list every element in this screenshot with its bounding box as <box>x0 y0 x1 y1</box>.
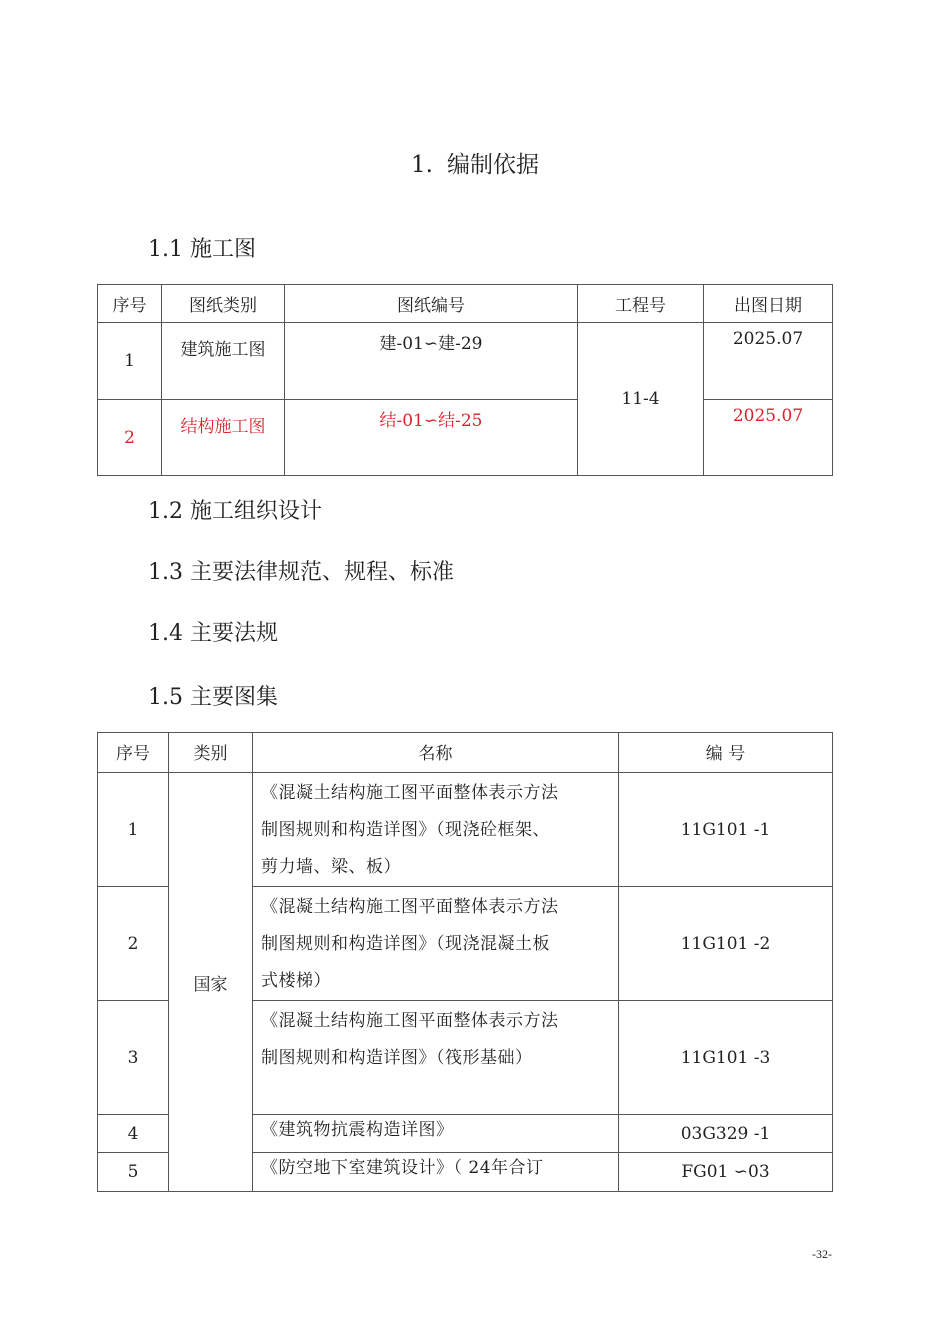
atlas-name <box>253 773 619 887</box>
row-number: 1 <box>98 323 162 400</box>
atlas-name-line: 《混凝土结构施工图平面整体表示方法 <box>261 897 559 917</box>
section-heading-1-1: 1.1 施工图 <box>148 237 256 262</box>
atlas-name-line: 制图规则和构造详图》（现浇砼框架、 <box>261 820 550 840</box>
row-number: 1 <box>98 773 169 887</box>
table-row <box>98 323 833 400</box>
drawing-code: 结-01∽结-25 <box>285 400 578 476</box>
row-number: 2 <box>98 400 162 476</box>
drawing-category: 建筑施工图 <box>162 323 285 400</box>
section-heading-1-2: 1.2 施工组织设计 <box>148 499 322 524</box>
header-cell: 图纸编号 <box>285 285 578 323</box>
atlas-code: 11G101 -2 <box>619 887 833 1001</box>
title-number: 1. <box>411 152 433 178</box>
row-number: 2 <box>98 887 169 1001</box>
page-title <box>0 146 950 179</box>
atlas-name-line: 《混凝土结构施工图平面整体表示方法 <box>261 1011 559 1031</box>
atlas-name <box>253 1153 619 1192</box>
atlas-code: 11G101 -3 <box>619 1001 833 1115</box>
row-number: 5 <box>98 1153 169 1192</box>
header-cell: 名称 <box>253 733 619 773</box>
header-cell: 工程号 <box>578 285 704 323</box>
atlas-name-line: 剪力墙、梁、板） <box>261 857 401 877</box>
title-text: 编制依据 <box>446 152 539 178</box>
atlas-category: 国家 <box>169 773 253 1192</box>
atlas-name-line: 制图规则和构造详图》（筏形基础） <box>261 1048 533 1068</box>
atlas-name <box>253 1001 619 1115</box>
drawing-code: 建-01∽建-29 <box>285 323 578 400</box>
atlas-name <box>253 1115 619 1153</box>
issue-date: 2025.07 <box>704 323 833 400</box>
issue-date: 2025.07 <box>704 400 833 476</box>
atlas-name-line: 《建筑物抗震构造详图》 <box>261 1120 454 1140</box>
header-cell: 类别 <box>169 733 253 773</box>
row-number: 3 <box>98 1001 169 1115</box>
page-number: -32- <box>812 1247 832 1261</box>
atlas-code: FG01 ∽03 <box>619 1153 833 1192</box>
atlas-code: 11G101 -1 <box>619 773 833 887</box>
atlas-name-line: 《防空地下室建筑设计》（ 24年合订 <box>261 1158 544 1178</box>
drawing-category: 结构施工图 <box>162 400 285 476</box>
atlas-code: 03G329 -1 <box>619 1115 833 1153</box>
table-row <box>98 400 833 476</box>
project-number: 11-4 <box>578 323 704 476</box>
table-row <box>98 773 833 887</box>
header-cell: 图纸类别 <box>162 285 285 323</box>
atlas-name-line: 式楼梯） <box>261 971 331 991</box>
section-heading-1-5: 1.5 主要图集 <box>148 685 278 710</box>
header-cell: 出图日期 <box>704 285 833 323</box>
atlas-table <box>97 732 833 1192</box>
atlas-name-line: 制图规则和构造详图》（现浇混凝土板 <box>261 934 550 954</box>
row-number: 4 <box>98 1115 169 1153</box>
header-cell: 编 号 <box>619 733 833 773</box>
atlas-name <box>253 887 619 1001</box>
header-cell: 序号 <box>98 733 169 773</box>
header-cell: 序号 <box>98 285 162 323</box>
section-heading-1-3: 1.3 主要法律规范、规程、标准 <box>148 560 454 585</box>
atlas-name-line: 《混凝土结构施工图平面整体表示方法 <box>261 783 559 803</box>
section-heading-1-4: 1.4 主要法规 <box>148 621 278 646</box>
drawings-table <box>97 284 833 476</box>
